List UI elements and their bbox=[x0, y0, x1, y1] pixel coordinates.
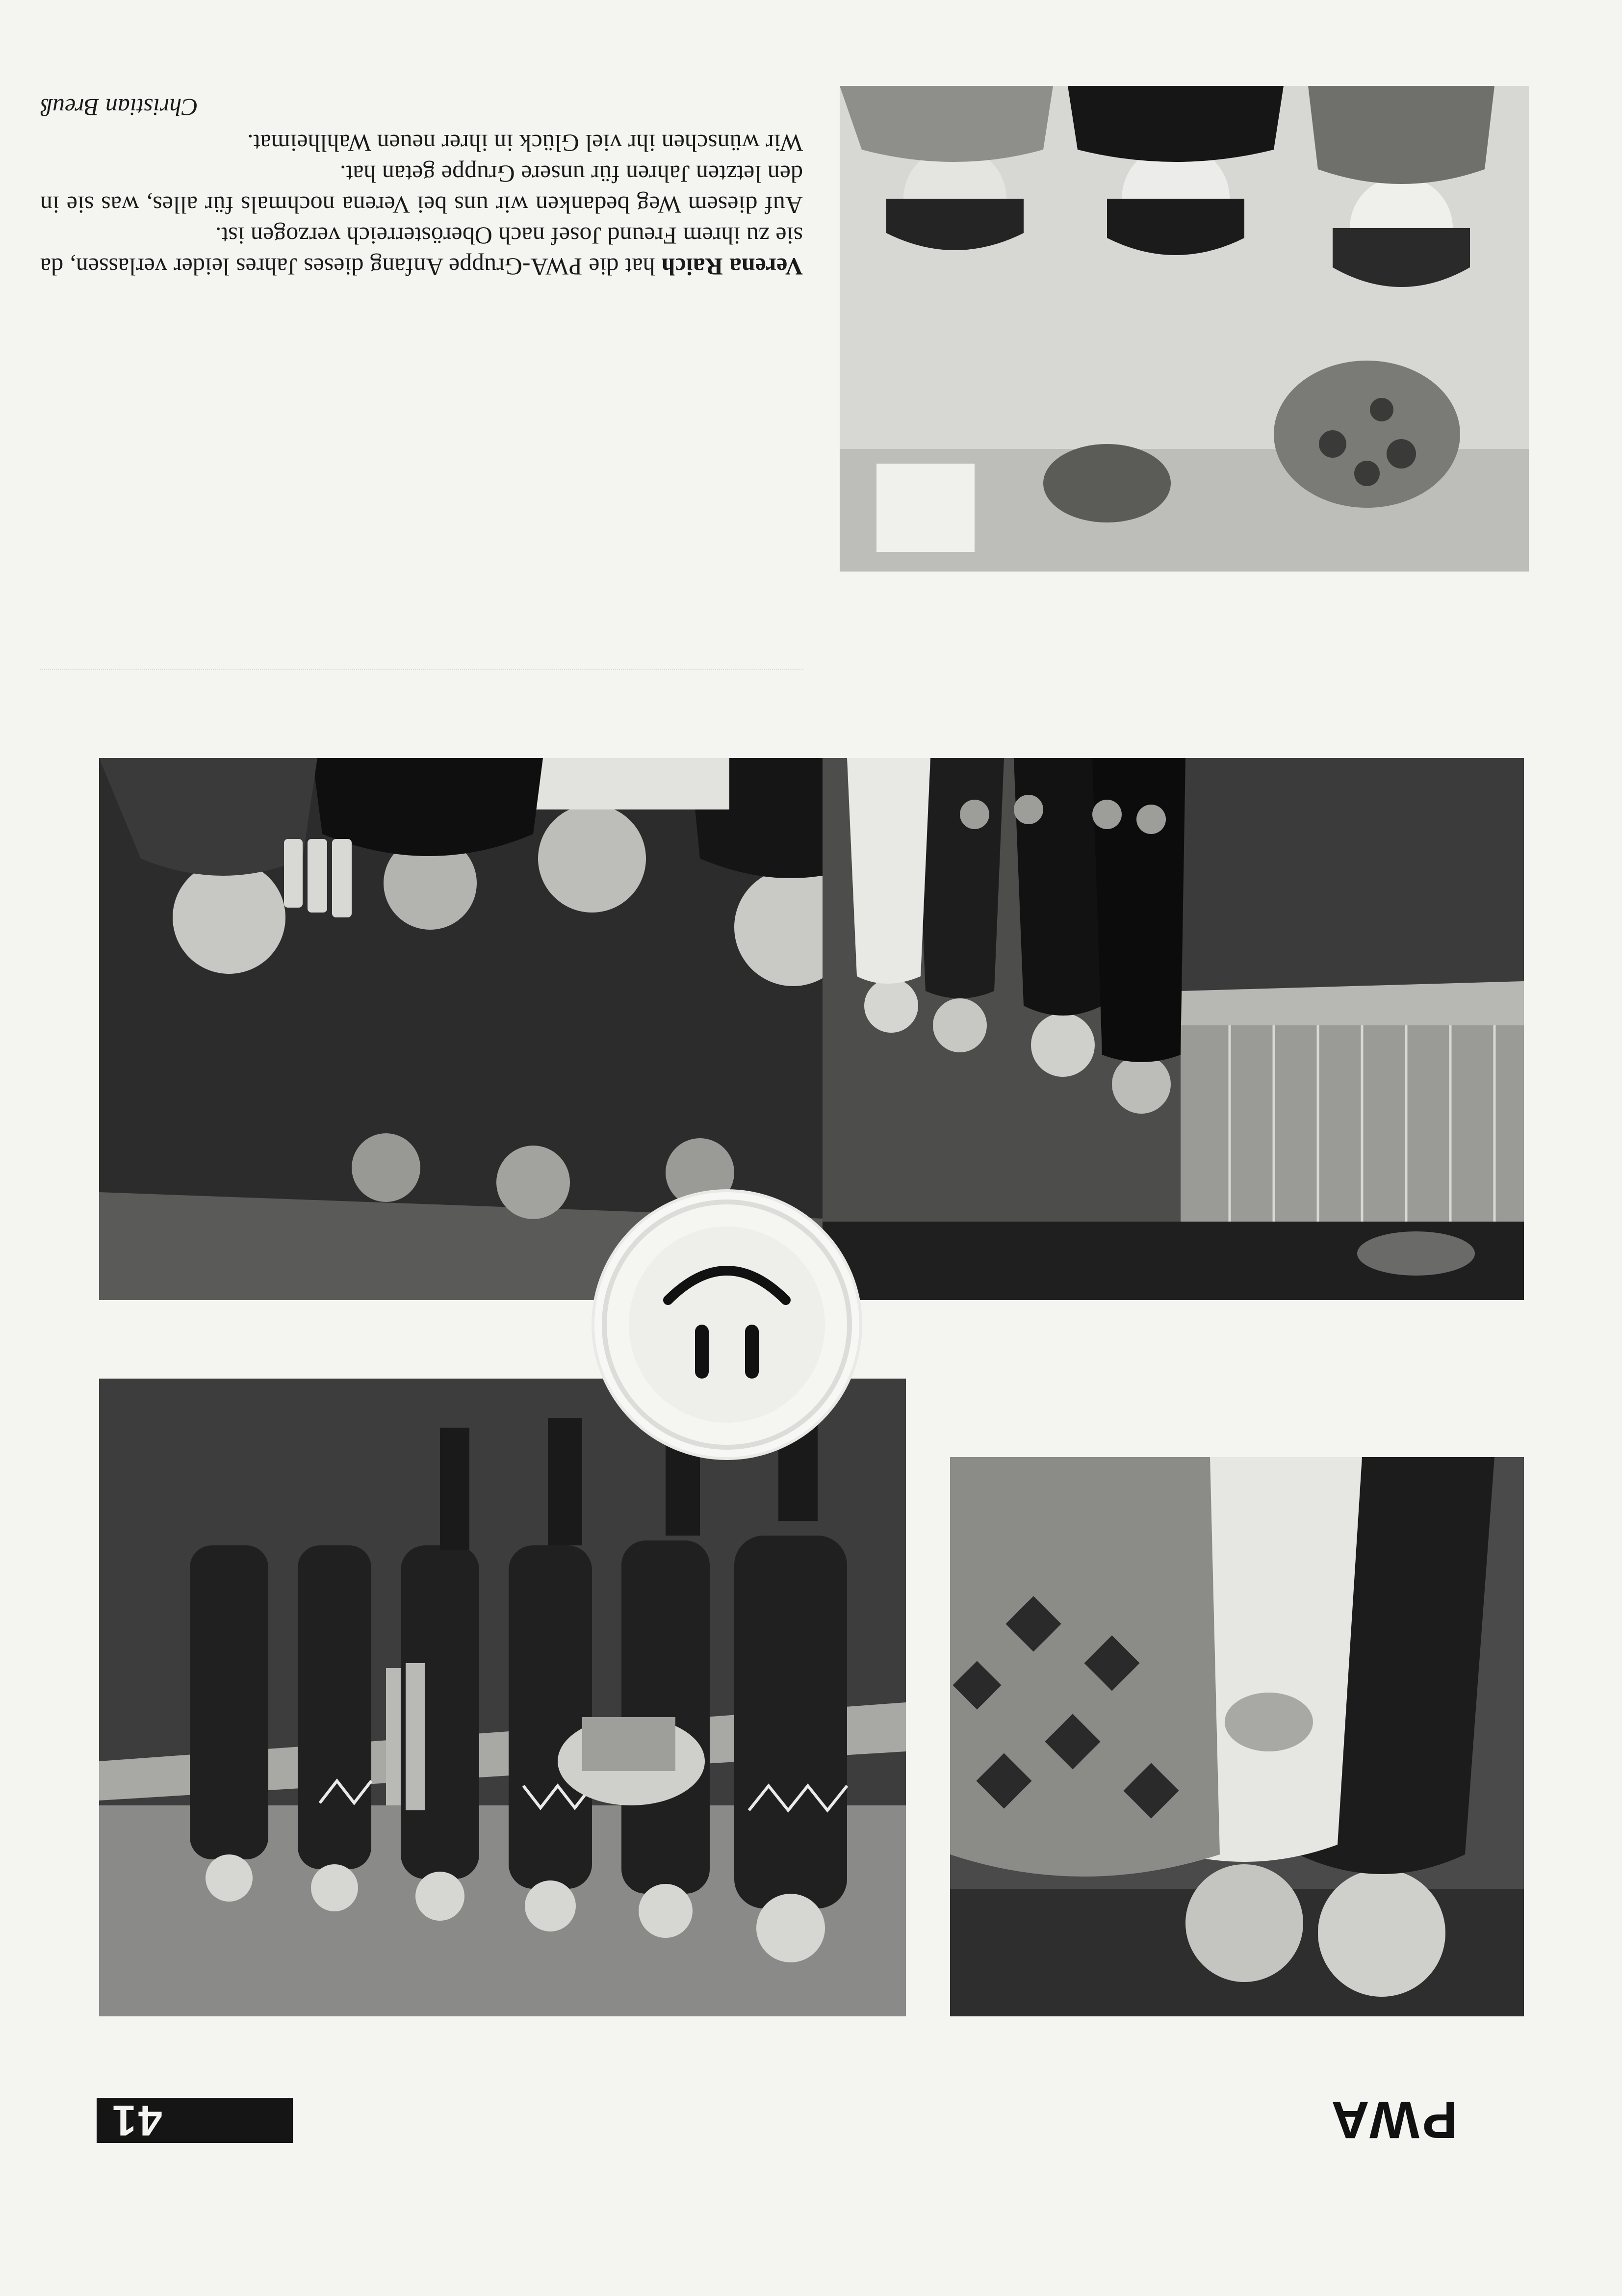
photo-stage-hall bbox=[823, 758, 1524, 1300]
article-text-1: hat die PWA-Gruppe Anfang dieses Jahres leider verlassen, da sie zu ihrem Freund Josef nach Oberösterreich verzogen ist. bbox=[40, 222, 803, 281]
brand-logo: PWA bbox=[1328, 2090, 1458, 2150]
article-name: Verena Raich bbox=[661, 253, 803, 281]
article-paragraph-3: Wir wünschen ihr viel Glück in ihrer neuen Wahlheimat. bbox=[247, 130, 803, 157]
section-separator bbox=[40, 663, 803, 670]
photo-farewell-portrait bbox=[840, 86, 1529, 572]
farewell-article bbox=[40, 92, 803, 282]
article-signature: Christian Breuß bbox=[40, 94, 198, 121]
page-number: 41 bbox=[97, 2098, 293, 2143]
photo-band-procession bbox=[99, 1379, 906, 2016]
smiley-face-icon bbox=[594, 1192, 859, 1457]
article-paragraph-1 bbox=[40, 220, 803, 282]
article-paragraph-2: Auf diesem Weg bedanken wir uns bei Verena nochmals für alles, was sie in den letzten Jahren für unsere Gruppe getan hat. bbox=[40, 160, 803, 219]
photo-three-women bbox=[950, 1457, 1524, 2016]
